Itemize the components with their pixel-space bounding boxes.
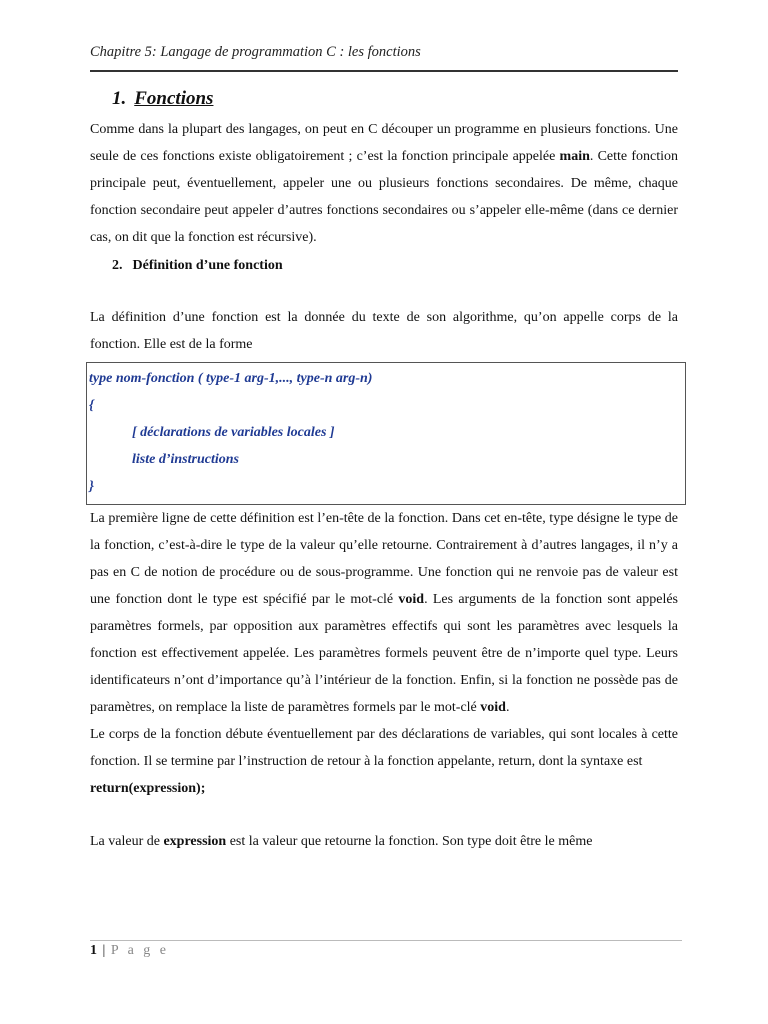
section-title: Définition d’une fonction	[132, 258, 283, 273]
footer-divider	[90, 940, 682, 941]
intro-paragraph	[90, 116, 678, 251]
section-number: 2.	[112, 258, 123, 273]
page-number: 1	[90, 943, 97, 958]
text-part-1: La première ligne de cette définition est l’en-tête de la fonction. Dans cet en-tête, type désigne le type de la fonction, c’est-à-dire le type de la valeur qu’elle retourne. Contrairement à d’autres langages, il n’y a pas en C de notion de procédure ou de sous-programme. Une fonction qui ne renvoie pas de valeur est une fonction dont le type est spécifié par le mot-clé	[90, 511, 678, 607]
footer-separator: |	[102, 943, 106, 958]
intro-text-2: . Cette fonction principale peut, éventuellement, appeler une ou plusieurs fonctions secondaires. De même, chaque fonction secondaire peut appeler d’autres fonctions secondaires ou s’appeler elle-même (dans ce dernier cas, on dit que la fonction est récursive).	[90, 149, 678, 245]
definition-paragraph: La définition d’une fonction est la donnée du texte de son algorithme, qu’on appelle corps de la fonction. Elle est de la forme	[90, 310, 678, 352]
code-line-open-brace: {	[89, 398, 94, 413]
text-part-2: est la valeur que retourne la fonction. Son type doit être le même	[226, 834, 593, 849]
header-divider	[90, 70, 678, 72]
text-part-1: La valeur de	[90, 834, 164, 849]
keyword-void: void	[398, 592, 425, 607]
section-title: Fonctions	[134, 88, 214, 109]
text-part-3: .	[505, 700, 510, 715]
spacer	[90, 278, 678, 304]
header-explanation-paragraph	[90, 505, 678, 721]
return-statement	[90, 775, 678, 802]
code-line-close-brace: }	[89, 479, 94, 494]
function-syntax-box	[86, 362, 686, 505]
keyword-return: return(expression);	[90, 781, 206, 796]
page-label: P a g e	[110, 943, 170, 958]
intro-text-1: Comme dans la plupart des langages, on peut en C découper un programme en plusieurs fonctions. Une seule de ces fonctions existe obligatoirement ; c’est la fonction principale appelée	[90, 122, 678, 164]
code-line-instructions: liste d’instructions	[132, 452, 239, 467]
section-heading-fonctions	[112, 88, 678, 110]
page-header: Chapitre 5: Langage de programmation C : les fonctions	[90, 44, 421, 60]
keyword-void: void	[480, 700, 506, 715]
section-heading-definition	[112, 254, 678, 278]
page-footer	[90, 943, 169, 959]
code-line-declarations: [ déclarations de variables locales ]	[132, 425, 335, 440]
text-part-2: . Les arguments de la fonction sont appelés paramètres formels, par opposition aux paramètres effectifs qui sont les paramètres avec lesquels la fonction est effectivement appelée. Les paramètres formels peuvent être de n’importe quel type. Leurs identificateurs n’ont d’importance qu’à l’intérieur de la fonction. Enfin, si la fonction ne possède pas de paramètres, on remplace la liste de paramètres formels par le mot-clé	[90, 592, 678, 715]
spacer	[90, 802, 678, 828]
expression-paragraph	[90, 828, 678, 855]
section-number: 1.	[112, 88, 127, 109]
keyword-expression: expression	[163, 834, 227, 849]
keyword-main: main	[559, 149, 590, 164]
code-line-signature: type nom-fonction ( type-1 arg-1,..., type-n arg-n)	[89, 371, 373, 386]
page-content	[90, 88, 678, 855]
body-paragraph: Le corps de la fonction débute éventuellement par des déclarations de variables, qui sont locales à cette fonction. Il se termine par l’instruction de retour à la fonction appelante, return, dont la syntaxe est	[90, 727, 678, 769]
